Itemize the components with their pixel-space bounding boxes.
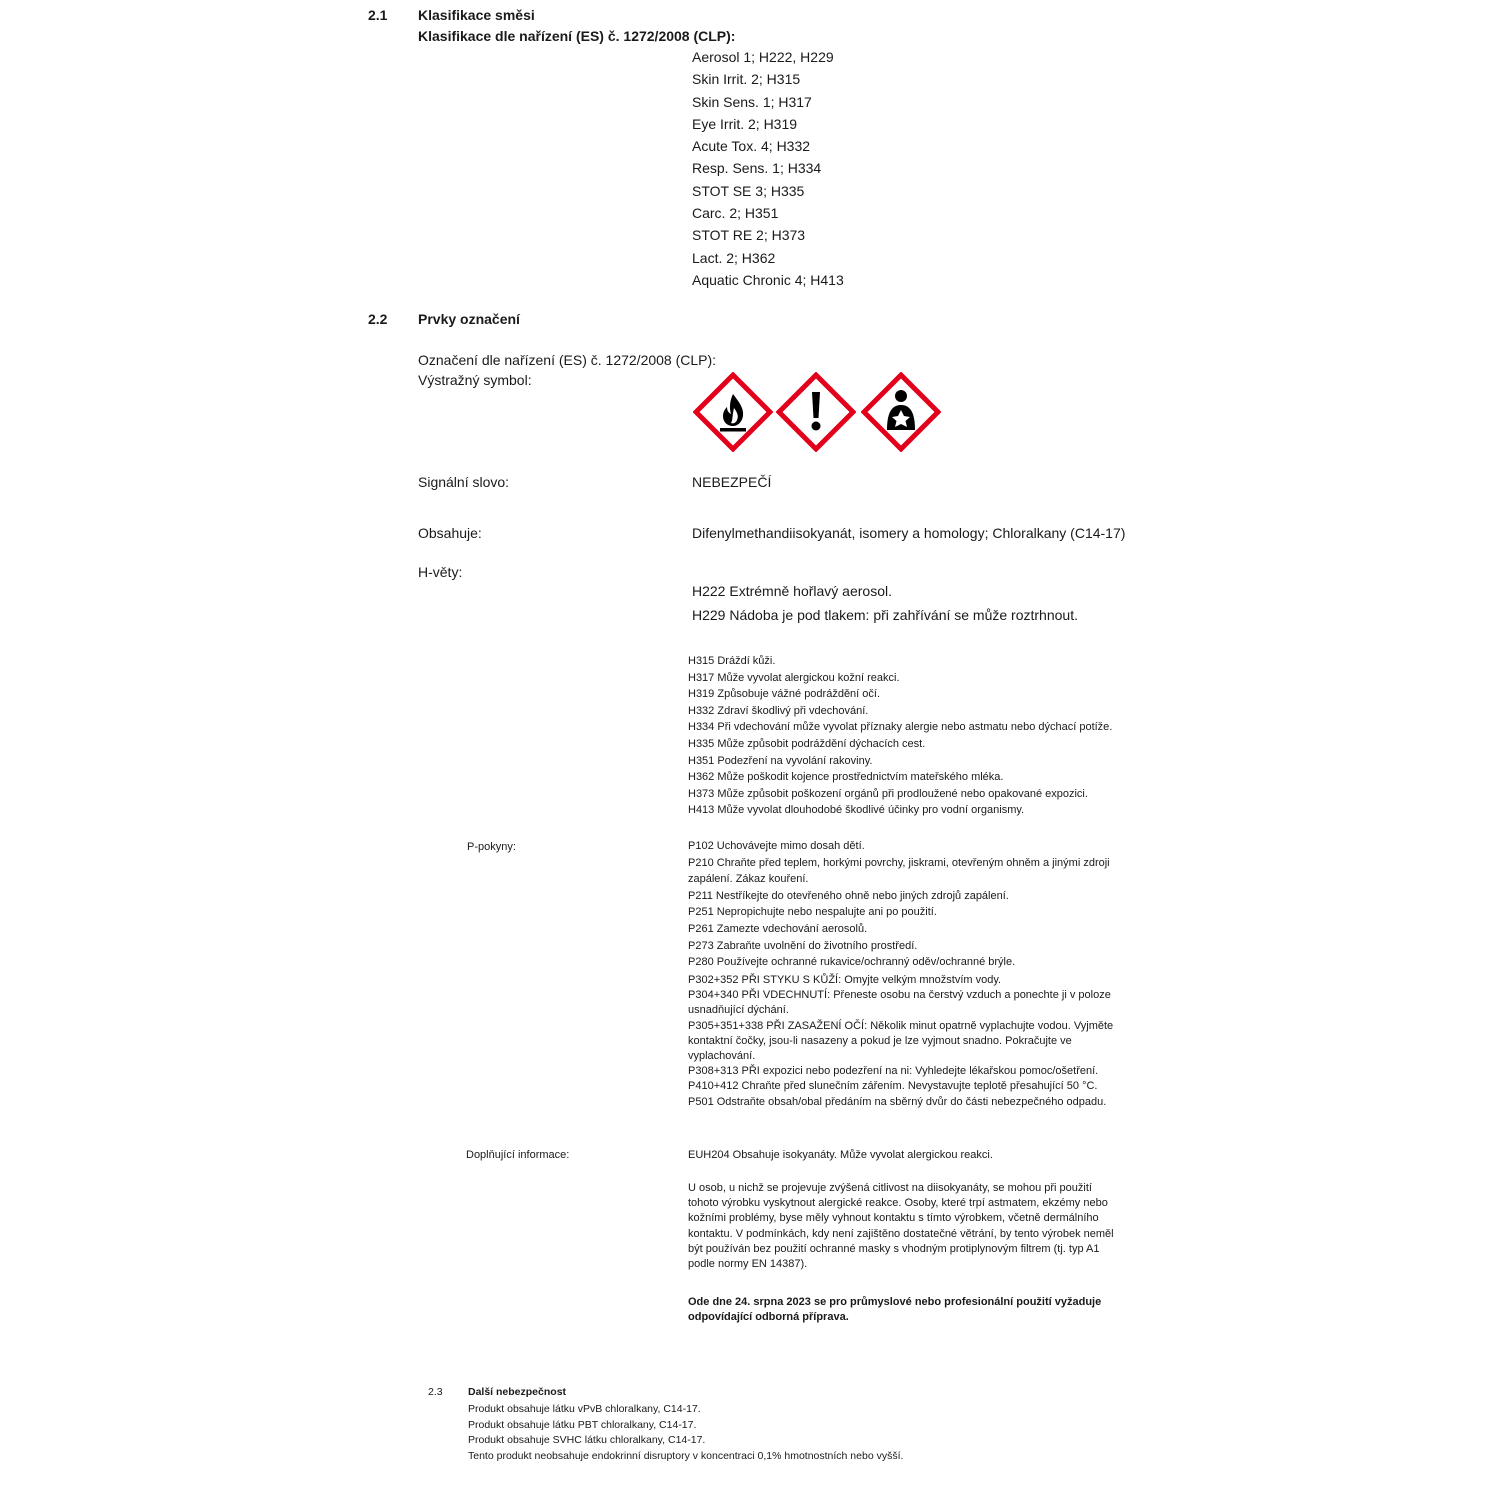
contains-label: Obsahuje: [418, 525, 482, 541]
paragraph-line: být používán bez použití ochranné masky s vhodným protiplynovým filtrem (tj. typ A1 [688, 1242, 1100, 1255]
p-statement: P210 Chraňte před teplem, horkými povrchy, jiskrami, otevřeným ohněm a jinými zdroji [688, 856, 1110, 869]
h-statement-main: H222 Extrémně hořlavý aerosol. [692, 583, 892, 599]
p-statement: vyplachování. [688, 1050, 756, 1063]
section-title-klasifikace: Klasifikace směsi [418, 7, 535, 23]
classification-item: Skin Sens. 1; H317 [692, 93, 812, 110]
h-statement: H334 Při vdechování může vyvolat příznaky alergie nebo astmatu nebo dýchací potíže. [688, 721, 1113, 734]
classification-item: STOT RE 2; H373 [692, 227, 806, 244]
health-hazard-pictogram-icon [861, 372, 941, 452]
signal-word-label: Signální slovo: [418, 474, 510, 490]
p-statements-list-a [688, 838, 1110, 971]
h-statement: H413 Může vyvolat dlouhodobé škodlivé účinky pro vodní organismy. [688, 804, 1025, 817]
h-statement: H362 Může poškodit kojence prostřednictvím mateřského mléka. [688, 771, 1004, 784]
p-statement: P305+351+338 PŘI ZASAŽENÍ OČÍ: Několik minut opatrně vyplachujte vodou. Vyjměte [688, 1019, 1114, 1032]
p-statement: P251 Nepropichujte nebo nespalujte ani po použití. [688, 906, 937, 919]
h-statement: H315 Dráždí kůži. [688, 655, 776, 667]
p-statement: P280 Používejte ochranné rukavice/ochranný oděv/ochranné brýle. [688, 956, 1016, 969]
training-line: Ode dne 24. srpna 2023 se pro průmyslové nebo profesionální použití vyžaduje [688, 1296, 1102, 1308]
paragraph-line: kontaktu. V podmínkách, kdy není zajištěno dostatečné větrání, by tento výrobek neměl [688, 1227, 1114, 1240]
h-statement: H351 Podezření na vyvolání rakoviny. [688, 754, 873, 767]
signal-word-value: NEBEZPEČÍ [692, 474, 772, 490]
paragraph-line: podle normy EN 14387). [688, 1258, 808, 1271]
training-notice [688, 1295, 1101, 1325]
paragraph-line: kožními problémy, byse měly vyhnout kontaktu s tímto výrobkem, včetně dermálního [688, 1212, 1099, 1225]
classification-item: Resp. Sens. 1; H334 [692, 160, 822, 177]
p-statement: P261 Zamezte vdechování aerosolů. [688, 922, 868, 935]
h-statement: H319 Způsobuje vážné podráždění očí. [688, 688, 881, 701]
training-line: odpovídající odborná příprava. [688, 1311, 849, 1324]
flame-pictogram-icon [693, 372, 773, 452]
h-statement: H373 Může způsobit poškození orgánů při prodloužené nebo opakované expozici. [688, 787, 1088, 800]
section-number-2-2: 2.2 [368, 311, 388, 327]
warning-symbol-label: Výstražný symbol: [418, 372, 532, 388]
classification-item: Aquatic Chronic 4; H413 [692, 271, 844, 288]
p-statement: P308+313 PŘI expozici nebo podezření na ni: Vyhledejte lékařskou pomoc/ošetření. [688, 1065, 1099, 1078]
contains-value: Difenylmethandiisokyanát, isomery a homology; Chloralkany (C14-17) [692, 525, 1126, 541]
p-statement: P501 Odstraňte obsah/obal předáním na sběrný dvůr do části nebezpečného odpadu. [688, 1095, 1107, 1108]
p-statement: zapálení. Zákaz kouření. [688, 873, 809, 886]
p-statements-label: P-pokyny: [467, 841, 516, 853]
section-number-2-1: 2.1 [368, 7, 388, 23]
p-statement: usnadňující dýchání. [688, 1004, 789, 1017]
classification-list [692, 46, 844, 291]
other-hazard-line: Produkt obsahuje látku vPvB chloralkany, C14-17. [468, 1403, 701, 1415]
clp-classification-heading: Klasifikace dle nařízení (ES) č. 1272/2008 (CLP): [418, 28, 736, 44]
section-number-2-3: 2.3 [428, 1386, 443, 1398]
classification-item: Eye Irrit. 2; H319 [692, 115, 798, 132]
section-title-dalsi: Další nebezpečnost [468, 1386, 567, 1398]
classification-item: Skin Irrit. 2; H315 [692, 71, 801, 88]
paragraph-line: tohoto výrobku vyskytnout alergické reakce. Osoby, které trpí astmatem, ekzémy nebo [688, 1197, 1108, 1210]
exclamation-pictogram-icon [776, 372, 856, 452]
other-hazards-list [468, 1402, 903, 1465]
p-statement: P273 Zabraňte uvolnění do životního prostředí. [688, 939, 918, 952]
p-statements-list-b [688, 973, 1113, 1110]
additional-info-label: Doplňující informace: [466, 1149, 570, 1161]
classification-item: STOT SE 3; H335 [692, 182, 805, 199]
classification-item: Aerosol 1; H222, H229 [692, 49, 834, 65]
clp-label-heading: Označení dle nařízení (ES) č. 1272/2008 (CLP): [418, 352, 717, 368]
h-statement: H317 Může vyvolat alergickou kožní reakci. [688, 671, 900, 684]
paragraph-line: U osob, u nichž se projevuje zvýšená citlivost na diisokyanáty, se mohou při použití [688, 1182, 1092, 1194]
h-statement: H335 Může způsobit podráždění dýchacích cest. [688, 737, 926, 750]
classification-item: Lact. 2; H362 [692, 249, 776, 266]
diisocyanate-paragraph [688, 1181, 1114, 1272]
p-statement: P304+340 PŘI VDECHNUTÍ: Přeneste osobu na čerstvý vzduch a ponechte ji v poloze [688, 989, 1111, 1002]
other-hazard-line: Produkt obsahuje SVHC látku chloralkany, C14-17. [468, 1434, 706, 1447]
h-statement-main: H229 Nádoba je pod tlakem: při zahřívání se může roztrhnout. [692, 607, 1078, 623]
p-statement: P102 Uchovávejte mimo dosah dětí. [688, 840, 865, 852]
classification-item: Acute Tox. 4; H332 [692, 138, 811, 155]
section-title-prvky: Prvky označení [418, 311, 520, 327]
h-statements-list [688, 653, 1112, 819]
p-statement: P410+412 Chraňte před slunečním zářením. Nevystavujte teplotě přesahující 50 °C. [688, 1080, 1098, 1093]
h-statement: H332 Zdraví škodlivý při vdechování. [688, 704, 869, 717]
p-statement: P211 Nestříkejte do otevřeného ohně nebo jiných zdrojů zapálení. [688, 889, 1009, 902]
p-statement: P302+352 PŘI STYKU S KŮŽÍ: Omyjte velkým množstvím vody. [688, 974, 1002, 986]
other-hazard-line: Produkt obsahuje látku PBT chloralkany, C14-17. [468, 1418, 697, 1431]
euh-statement: EUH204 Obsahuje isokyanáty. Může vyvolat alergickou reakci. [688, 1149, 993, 1161]
h-statements-label: H-věty: [418, 564, 463, 580]
other-hazard-line: Tento produkt neobsahuje endokrinní disruptory v koncentraci 0,1% hmotnostních nebo vyšší. [468, 1450, 904, 1463]
classification-item: Carc. 2; H351 [692, 205, 779, 222]
p-statement: kontaktní čočky, jsou-li nasazeny a pokud je lze vyjmout snadno. Pokračujte ve [688, 1034, 1072, 1047]
